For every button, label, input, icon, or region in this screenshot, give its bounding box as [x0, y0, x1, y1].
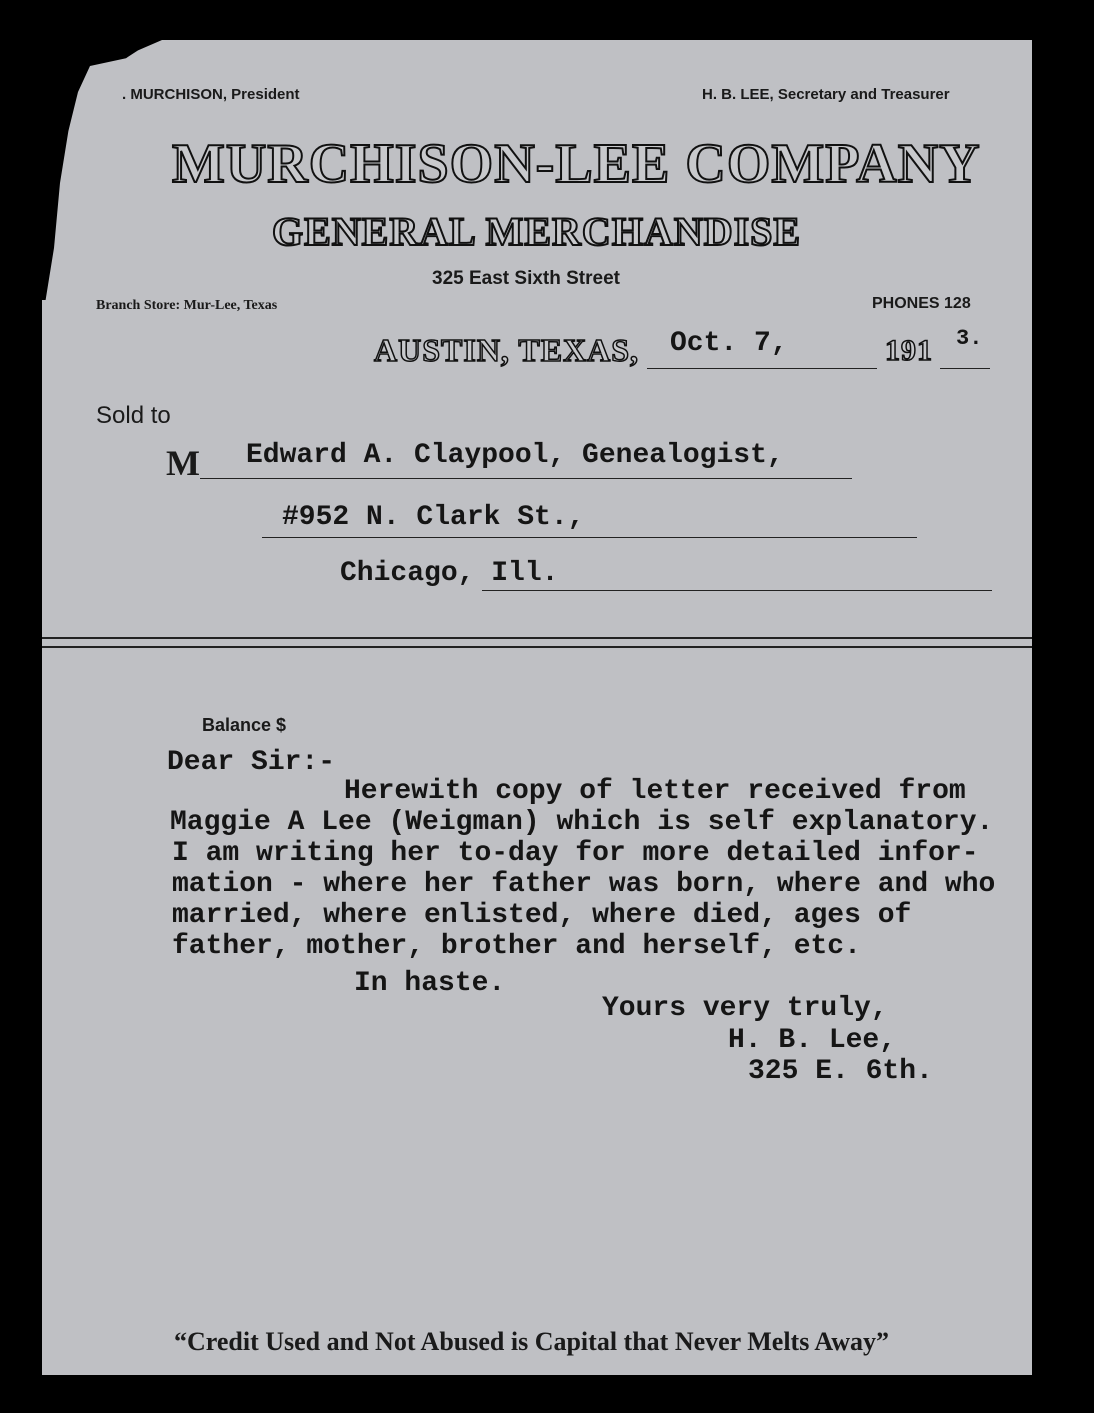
city-state: AUSTIN, TEXAS, [374, 332, 640, 368]
body-line-4: mation - where her father was born, where and who [172, 869, 996, 900]
balance-label: Balance $ [202, 715, 287, 735]
m-label: M [166, 443, 200, 483]
body-line-1: Herewith copy of letter received from [344, 776, 966, 807]
business-type: GENERAL MERCHANDISE [272, 209, 802, 254]
year-suffix: 3. [956, 326, 983, 351]
date-typed: Oct. 7, [670, 328, 788, 359]
body-line-2: Maggie A Lee (Weigman) which is self explanatory. [170, 807, 994, 838]
branch-store: Branch Store: Mur-Lee, Texas [96, 298, 278, 313]
recipient-name: Edward A. Claypool, Genealogist, [246, 440, 784, 471]
secretary-line: H. B. LEE, Secretary and Treasurer [702, 86, 950, 103]
president-line: . MURCHISON, President [122, 86, 300, 103]
body-line-7: In haste. [354, 968, 506, 999]
salutation: Dear Sir:- [167, 747, 336, 778]
body-line-3: I am writing her to-day for more detailed infor- [172, 838, 979, 869]
recipient-street: #952 N. Clark St., [282, 502, 585, 533]
phones: PHONES 128 [872, 295, 971, 312]
recipient-city: Chicago, Ill. [340, 558, 559, 589]
footer-motto: “Credit Used and Not Abused is Capital that Never Melts Away” [174, 1327, 890, 1356]
letter-paper [42, 40, 1032, 1375]
company-name: MURCHISON-LEE COMPANY [172, 133, 981, 195]
closing: Yours very truly, [602, 993, 888, 1024]
body-line-5: married, where enlisted, where died, ages of [172, 900, 912, 931]
signer: H. B. Lee, [728, 1025, 897, 1056]
year-prefix: 191 [885, 334, 933, 367]
street-address: 325 East Sixth Street [432, 268, 620, 289]
torn-corner [42, 40, 162, 300]
signer-address: 325 E. 6th. [748, 1056, 933, 1087]
sold-to-label: Sold to [96, 402, 171, 429]
body-line-6: father, mother, brother and herself, etc. [172, 931, 861, 962]
divider-top [42, 637, 1032, 639]
divider-bottom [42, 646, 1032, 648]
